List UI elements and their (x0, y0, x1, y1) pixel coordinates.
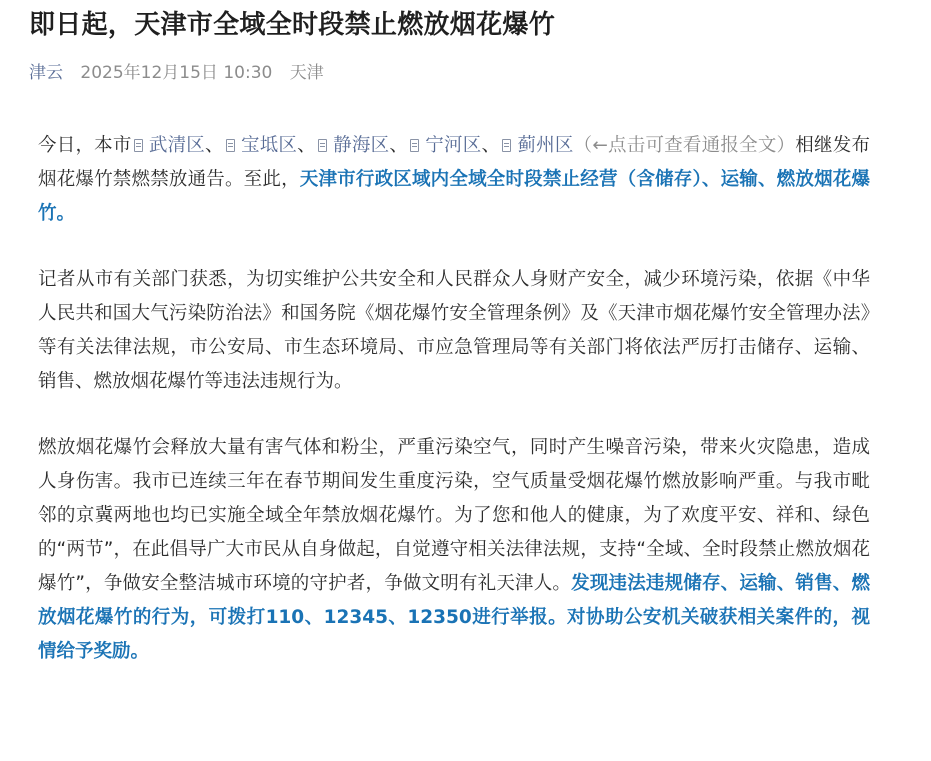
publish-time: 2025年12月15日 10:30 (80, 63, 273, 83)
author-name[interactable]: 津云 (29, 63, 63, 83)
separator: 、 (205, 135, 224, 156)
paragraph-1 (38, 129, 870, 231)
separator: 、 (389, 135, 409, 156)
link-hint-note: （←点击可查看通报全文） (573, 135, 796, 156)
paragraph-1-text: 相继发布烟花爆竹禁燃禁放通告。至此， (38, 135, 870, 190)
paragraph-2 (38, 263, 870, 399)
document-icon (134, 139, 143, 152)
link-ninghe[interactable] (408, 135, 481, 156)
paragraph-2-text: 记者从市有关部门获悉，为切实维护公共安全和人民群众人身财产安全，减少环境污染，依据《中华人民共和国大气污染防治法》和国务院《烟花爆竹安全管理条例》及《天津市烟花爆竹安全管理办法》等有关法律法规，市公安局、市生态环境局、市应急管理局等有关部门将依法严厉打击储存、运输、销售、燃放烟花爆竹等违法违规行为。 (38, 269, 870, 392)
article-title: 即日起，天津市全域全时段禁止燃放烟花爆竹 (29, 10, 556, 40)
paragraph-1-intro: 今日，本市 (38, 135, 132, 156)
article-body (38, 129, 870, 701)
publish-location: 天津 (289, 63, 324, 83)
link-baodi-label: 宝坻区 (240, 135, 298, 156)
document-icon (226, 139, 235, 152)
link-wuqing[interactable] (132, 135, 205, 156)
separator: 、 (297, 135, 316, 156)
document-icon (410, 139, 419, 152)
link-jinghai-label: 静海区 (332, 135, 390, 156)
separator: 、 (481, 135, 501, 156)
link-jizhou[interactable] (500, 135, 573, 156)
link-ninghe-label: 宁河区 (425, 135, 482, 156)
article-meta (29, 59, 324, 87)
document-icon (318, 139, 327, 152)
paragraph-3-highlight: 发现违法违规储存、运输、销售、燃放烟花爆竹的行为，可拨打110、12345、12350进行举报。对协助公安机关破获相关案件的，视情给予奖励。 (38, 573, 870, 662)
link-jinghai[interactable] (316, 135, 389, 156)
link-jizhou-label: 蓟州区 (517, 135, 574, 156)
paragraph-3 (38, 431, 870, 669)
paragraph-3-text: 燃放烟花爆竹会释放大量有害气体和粉尘，严重污染空气，同时产生噪音污染，带来火灾隐患，造成人身伤害。我市已连续三年在春节期间发生重度污染，空气质量受烟花爆竹燃放影响严重。与我市毗邻的京冀两地也均已实施全域全年禁放烟花爆竹。为了您和他人的健康，为了欢度平安、祥和、绿色的“两节”，在此倡导广大市民从自身做起，自觉遵守相关法律法规，支持“全域、全时段禁止燃放烟花爆竹”，争做安全整洁城市环境的守护者，争做文明有礼天津人。 (38, 437, 870, 594)
document-icon (502, 139, 511, 152)
link-baodi[interactable] (224, 135, 297, 156)
paragraph-1-highlight: 天津市行政区域内全域全时段禁止经营（含储存）、运输、燃放烟花爆竹。 (38, 169, 870, 224)
link-wuqing-label: 武清区 (148, 135, 206, 156)
